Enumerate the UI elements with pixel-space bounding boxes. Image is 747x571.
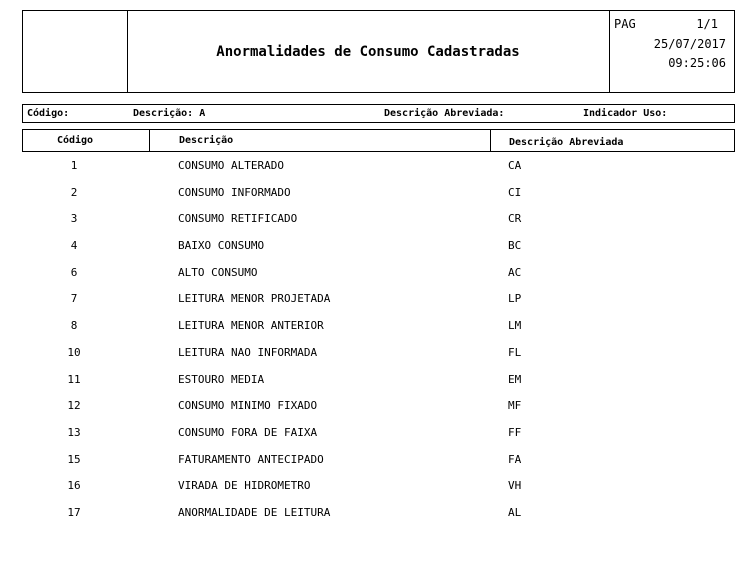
table-row: [22, 367, 735, 394]
table-row: [22, 420, 735, 447]
row-codigo: 4: [70, 239, 78, 253]
row-descricao-abreviada: EM: [508, 372, 522, 386]
table-row: [22, 286, 735, 313]
row-codigo: 10: [67, 345, 81, 359]
row-descricao-abreviada: LP: [508, 292, 522, 306]
filter-codigo: Código:: [27, 108, 70, 119]
row-descricao-abreviada: FA: [508, 452, 522, 466]
table-row: [22, 260, 735, 287]
row-codigo: 1: [70, 159, 78, 172]
row-descricao-abreviada: FF: [508, 425, 522, 439]
row-descricao: LEITURA MENOR ANTERIOR: [178, 319, 324, 333]
row-descricao-abreviada: VH: [508, 479, 522, 493]
row-descricao: CONSUMO ALTERADO: [178, 159, 284, 172]
column-descricao-abreviada: Descrição Abreviada: [509, 137, 624, 148]
report-header: [22, 10, 735, 93]
table-body: [22, 153, 735, 527]
row-descricao: CONSUMO MINIMO FIXADO: [178, 399, 318, 413]
row-descricao: ESTOURO MEDIA: [178, 372, 265, 386]
row-codigo: 2: [70, 185, 78, 199]
row-codigo: 8: [70, 319, 78, 333]
row-descricao: BAIXO CONSUMO: [178, 239, 265, 253]
table-row: [22, 206, 735, 233]
column-divider: [149, 130, 150, 151]
row-descricao: LEITURA MENOR PROJETADA: [178, 292, 331, 306]
row-descricao-abreviada: CR: [508, 212, 522, 226]
row-codigo: 7: [70, 292, 78, 306]
column-codigo: Código: [56, 135, 94, 146]
table-row: [22, 500, 735, 527]
page-label: PAG: [614, 17, 636, 31]
column-descricao: Descrição: [179, 135, 234, 146]
row-descricao: ANORMALIDADE DE LEITURA: [178, 505, 331, 519]
row-descricao: LEITURA NAO INFORMADA: [178, 345, 318, 359]
row-descricao-abreviada: FL: [508, 345, 522, 359]
row-descricao-abreviada: LM: [508, 319, 522, 333]
row-descricao: VIRADA DE HIDROMETRO: [178, 479, 311, 493]
filter-descricao-abreviada: Descrição Abreviada:: [384, 108, 505, 119]
row-descricao-abreviada: CA: [508, 159, 522, 172]
row-codigo: 6: [70, 265, 78, 279]
report-meta: [609, 11, 734, 92]
report-time: 09:25:06: [668, 56, 726, 70]
row-codigo: 12: [67, 399, 81, 413]
row-codigo: 15: [67, 452, 81, 466]
report-date: 25/07/2017: [653, 37, 726, 51]
row-codigo: 3: [70, 212, 78, 226]
table-row: [22, 233, 735, 260]
row-descricao: FATURAMENTO ANTECIPADO: [178, 452, 324, 466]
row-descricao-abreviada: BC: [508, 239, 522, 253]
table-row: [22, 180, 735, 207]
row-descricao: CONSUMO INFORMADO: [178, 185, 291, 199]
filter-descricao: Descrição: A: [133, 108, 206, 119]
row-descricao: CONSUMO RETIFICADO: [178, 212, 298, 226]
row-codigo: 11: [67, 372, 81, 386]
row-codigo: 17: [67, 505, 81, 519]
filter-bar: [22, 104, 735, 123]
row-descricao-abreviada: MF: [508, 399, 522, 413]
table-row: [22, 340, 735, 367]
row-descricao: CONSUMO FORA DE FAIXA: [178, 425, 318, 439]
logo-area: [23, 11, 128, 92]
table-row: [22, 313, 735, 340]
filter-indicador-uso: Indicador Uso:: [583, 108, 668, 119]
row-descricao: ALTO CONSUMO: [178, 265, 258, 279]
row-codigo: 13: [67, 425, 81, 439]
table-row: [22, 393, 735, 420]
row-descricao-abreviada: AC: [508, 265, 522, 279]
row-codigo: 16: [67, 479, 81, 493]
row-descricao-abreviada: CI: [508, 185, 522, 199]
table-row: [22, 153, 735, 180]
column-divider: [490, 130, 491, 151]
report-title: Anormalidades de Consumo Cadastradas: [127, 11, 610, 92]
table-row: [22, 473, 735, 500]
table-header: [22, 129, 735, 152]
page-number: 1/1: [696, 17, 718, 31]
row-descricao-abreviada: AL: [508, 505, 522, 519]
table-row: [22, 447, 735, 474]
